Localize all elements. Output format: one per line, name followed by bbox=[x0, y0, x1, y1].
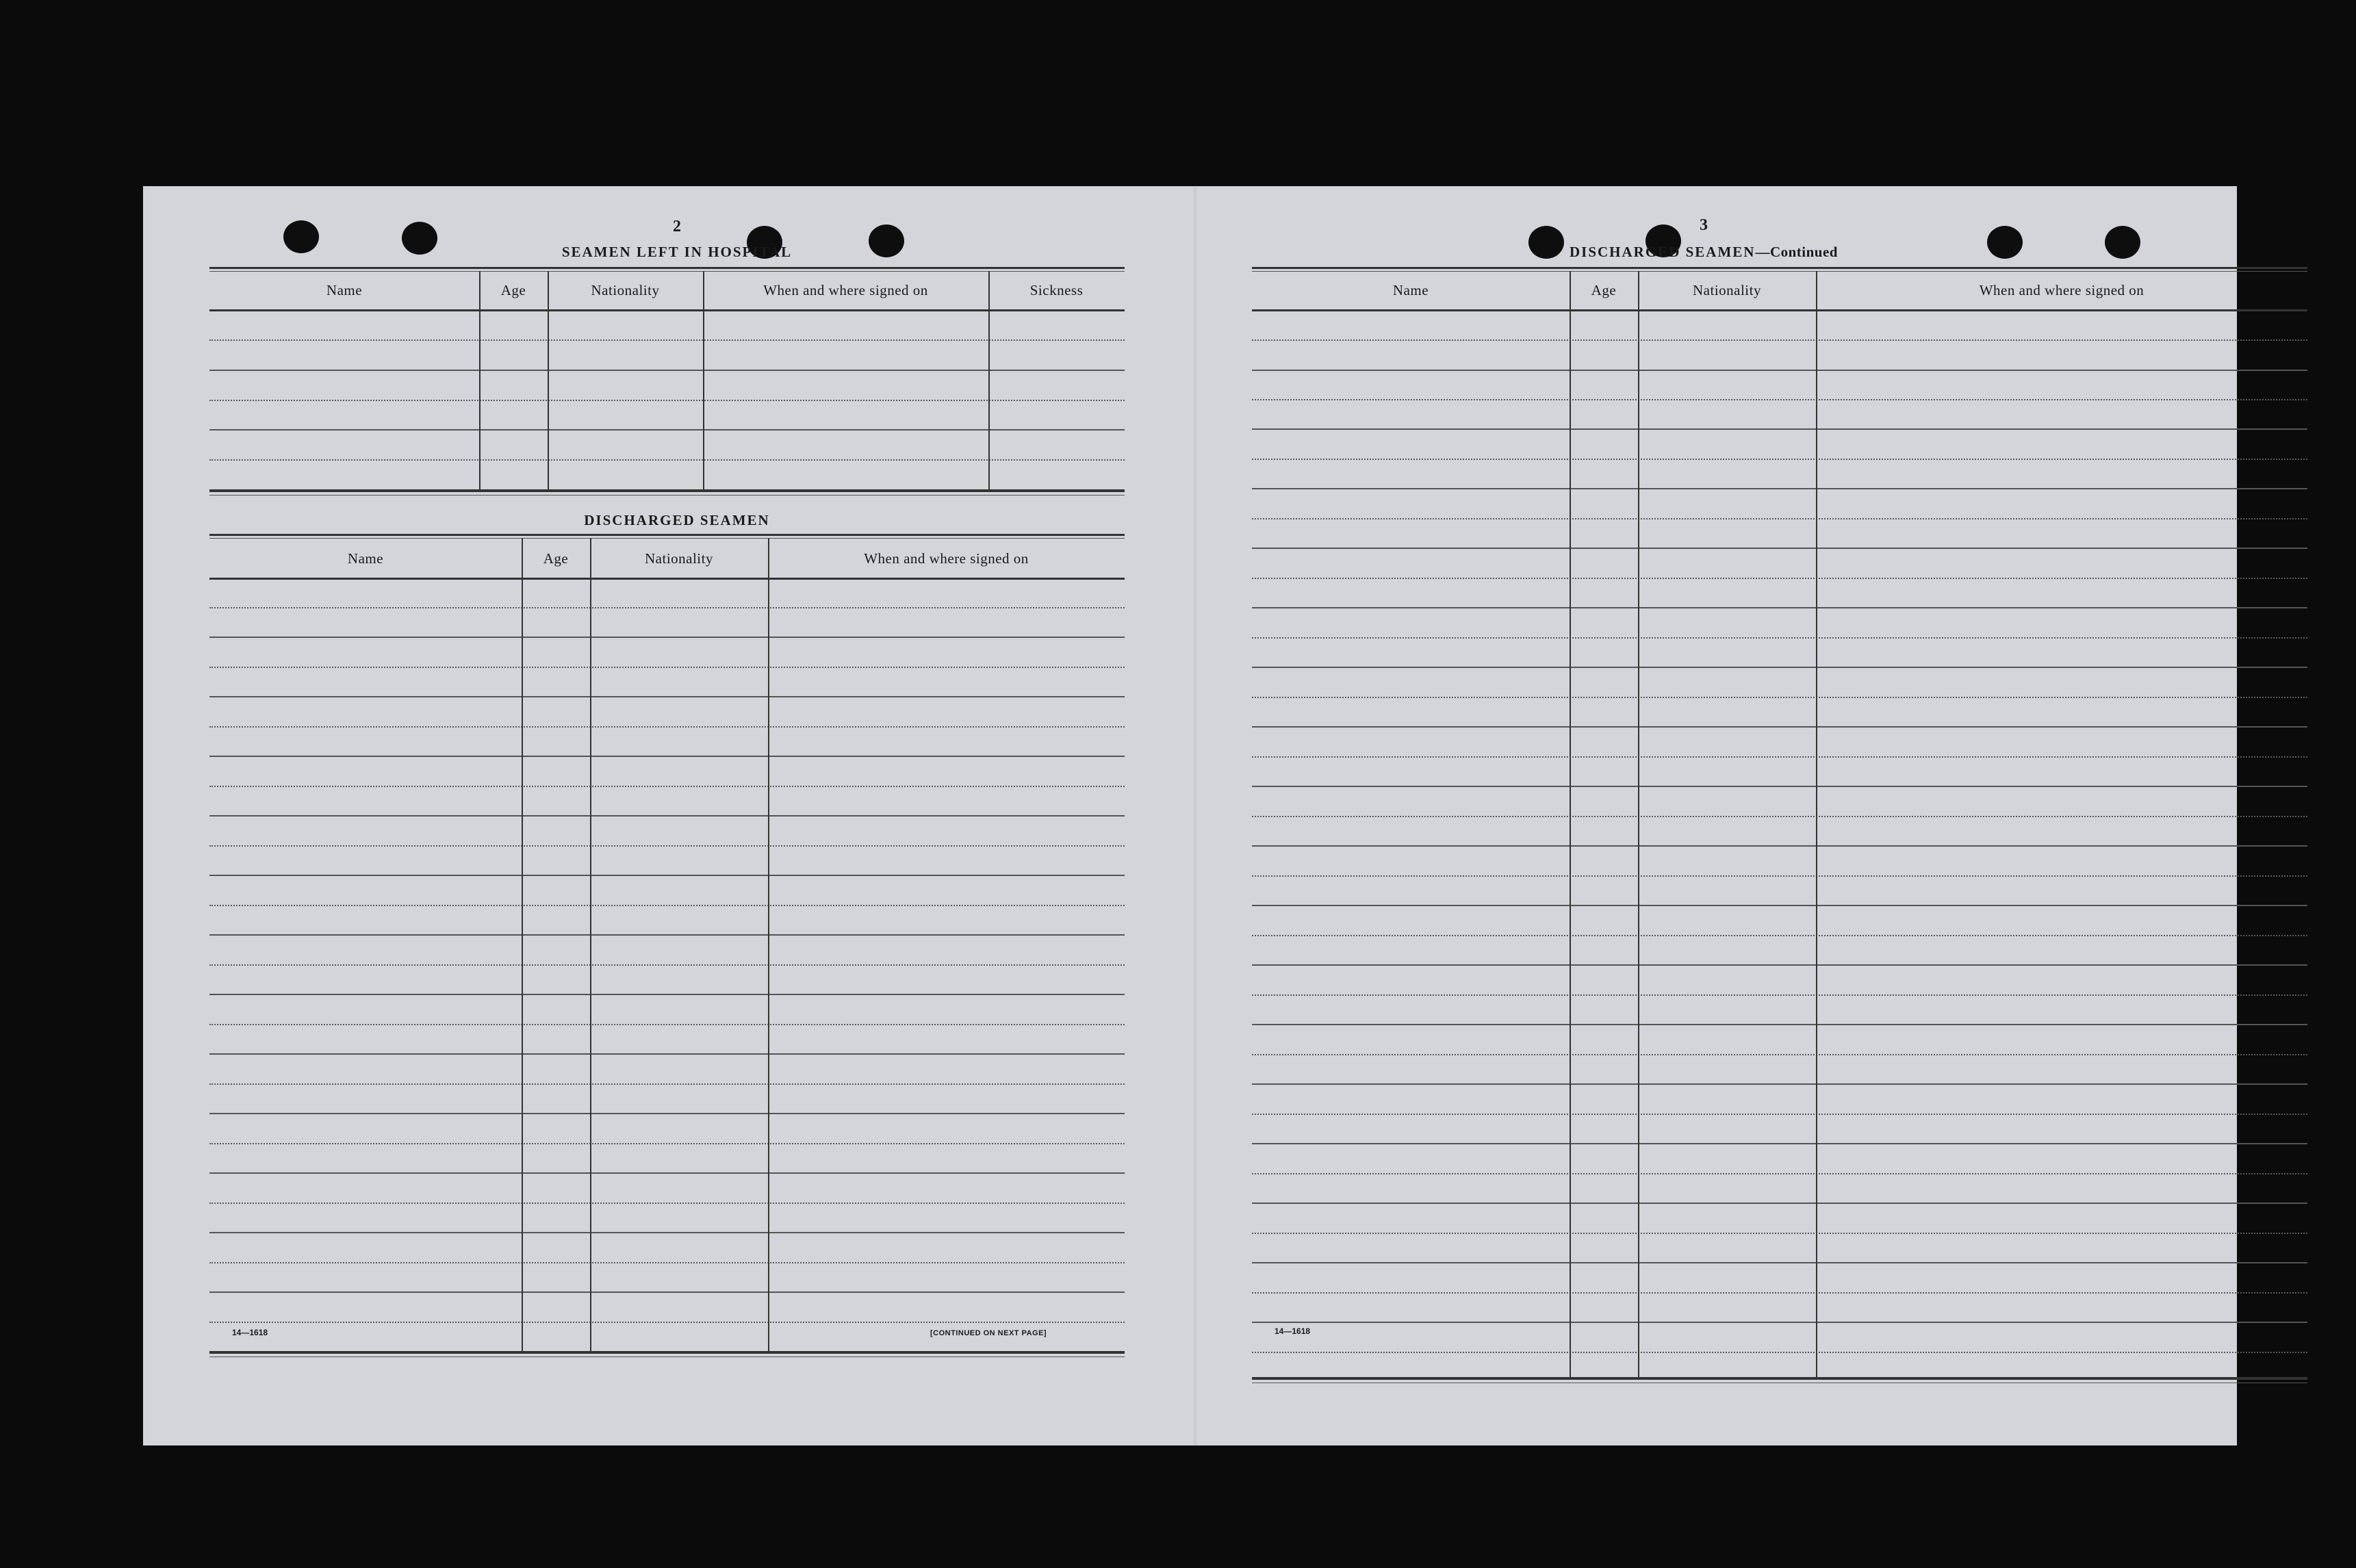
column-header-signed-on: When and where signed on bbox=[763, 282, 928, 298]
punch-hole bbox=[869, 224, 904, 257]
form-code: 14—1618 bbox=[232, 1328, 268, 1337]
section-title-text: DISCHARGED SEAMEN bbox=[1570, 244, 1756, 260]
ledger-sheet bbox=[143, 186, 2237, 1445]
column-header-age: Age bbox=[543, 550, 569, 567]
continued-note: [CONTINUED ON NEXT PAGE] bbox=[930, 1329, 1047, 1337]
section-title-suffix: —Continued bbox=[1755, 244, 1838, 260]
column-header-nationality: Nationality bbox=[645, 550, 713, 567]
discharged-table bbox=[209, 534, 1125, 1383]
punch-hole bbox=[402, 222, 437, 255]
section-title-hospital: SEAMEN LEFT IN HOSPITAL bbox=[561, 244, 793, 260]
page-number: 3 bbox=[1700, 216, 1708, 234]
discharged-continued-table bbox=[1252, 267, 2307, 1389]
column-header-age: Age bbox=[500, 282, 526, 298]
section-title-discharged: DISCHARGED SEAMEN bbox=[584, 512, 770, 528]
column-header-name: Name bbox=[326, 282, 363, 298]
column-header-signed-on: When and where signed on bbox=[864, 550, 1029, 567]
column-header-name: Name bbox=[347, 550, 384, 567]
punch-hole bbox=[2105, 226, 2140, 259]
section-title-discharged-continued bbox=[1539, 244, 1868, 261]
punch-hole bbox=[283, 220, 319, 253]
column-header-sickness: Sickness bbox=[1029, 282, 1084, 298]
page-number: 2 bbox=[673, 218, 681, 235]
column-header-nationality: Nationality bbox=[591, 282, 660, 298]
form-code: 14—1618 bbox=[1275, 1326, 1311, 1336]
column-header-age: Age bbox=[1591, 282, 1617, 298]
column-header-signed-on: When and where signed on bbox=[1979, 282, 2144, 298]
column-header-name: Name bbox=[1392, 282, 1429, 298]
page-fold bbox=[1194, 186, 1196, 1445]
punch-hole bbox=[1987, 226, 2023, 259]
column-header-nationality: Nationality bbox=[1693, 282, 1761, 298]
